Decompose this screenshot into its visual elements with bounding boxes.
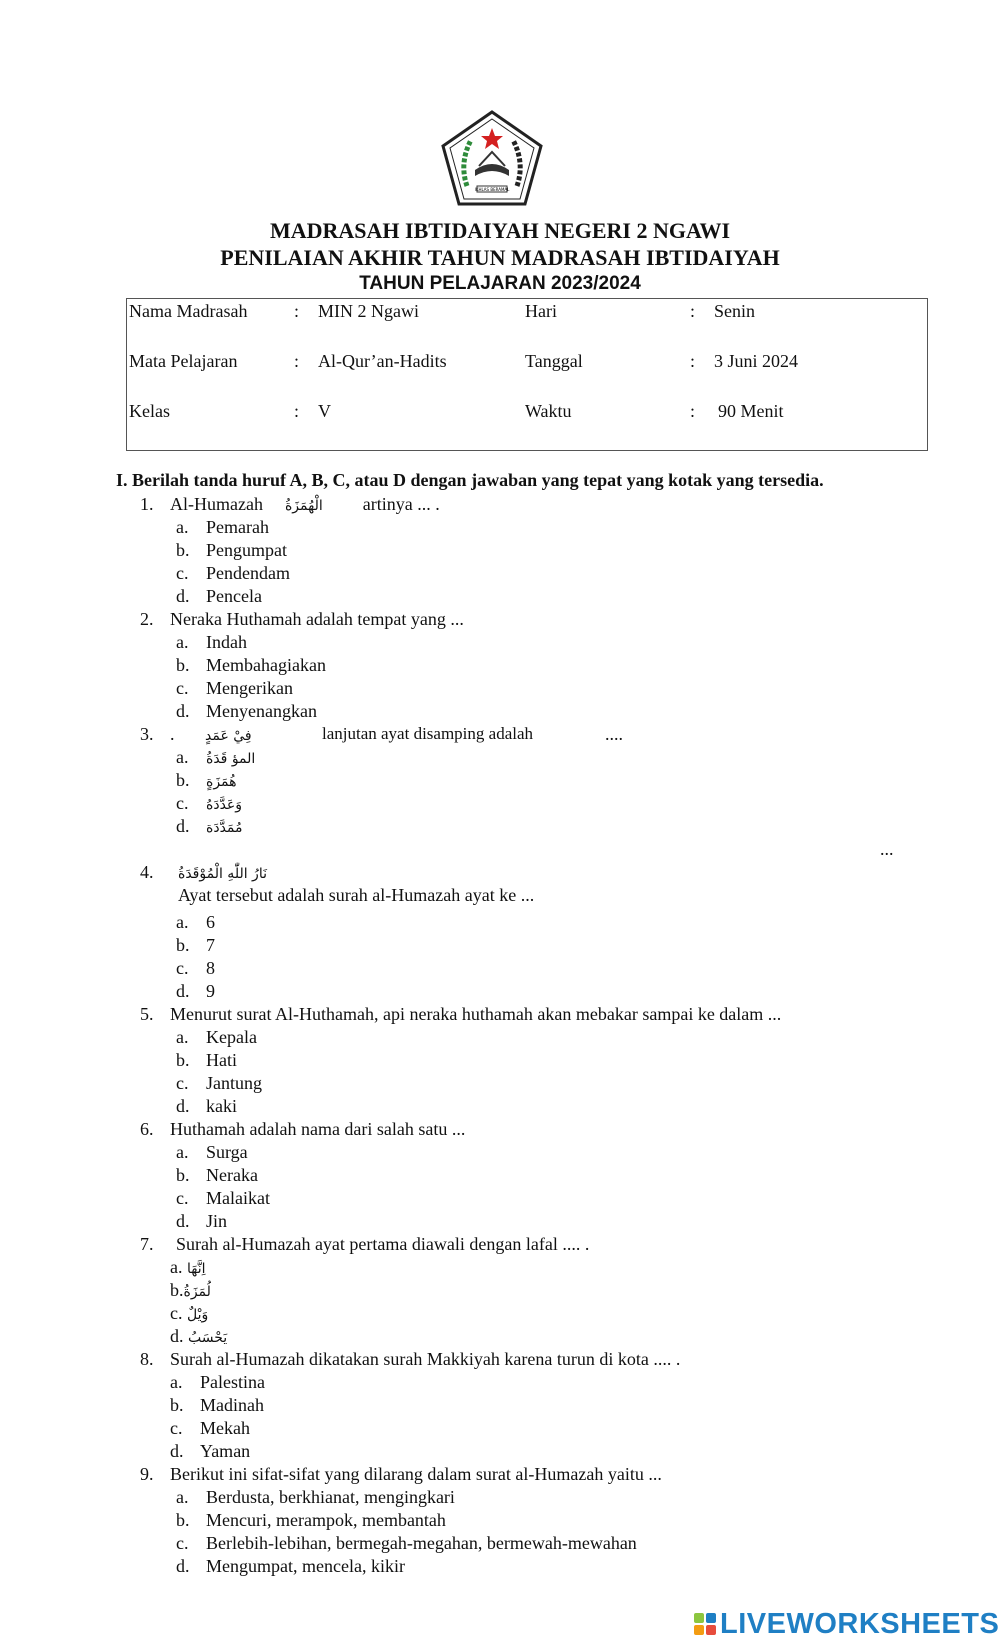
- arabic-text: نَارُ اللّٰهِ الْمُوْقَدَةُ: [178, 866, 267, 882]
- question-text: Al-Humazah: [170, 494, 263, 514]
- option-d[interactable]: d. Yaman: [170, 1441, 251, 1461]
- option-c[interactable]: c. Malaikat: [176, 1188, 270, 1208]
- option-c[interactable]: c. Mengerikan: [176, 678, 293, 698]
- question-text: Huthamah adalah nama dari salah satu ...: [170, 1119, 466, 1139]
- option-b[interactable]: b. Pengumpat: [176, 540, 287, 560]
- info-label-waktu: Waktu: [525, 401, 572, 421]
- option-d[interactable]: d. kaki: [176, 1096, 237, 1116]
- info-label-tanggal: Tanggal: [525, 351, 583, 371]
- question-4-trailing-dots: ...: [880, 839, 894, 859]
- logo-text: IKHLAS BERAMAL: [474, 187, 510, 192]
- question-text-after: artinya ... .: [362, 494, 440, 514]
- exam-title: PENILAIAN AKHIR TAHUN MADRASAH IBTIDAIYAH: [220, 245, 780, 270]
- question-number: 8.: [140, 1349, 154, 1369]
- option-a[interactable]: a. اِنَّهَا: [170, 1257, 206, 1277]
- question-5: [140, 1004, 781, 1025]
- option-d[interactable]: d. Menyenangkan: [176, 701, 317, 721]
- option-d[interactable]: d. Pencela: [176, 586, 262, 606]
- option-c[interactable]: c. Pendendam: [176, 563, 290, 583]
- kemenag-logo: [437, 108, 547, 208]
- question-text: Ayat tersebut adalah surah al-Humazah ayat ke ...: [178, 885, 535, 905]
- liveworksheets-logo: [694, 1608, 999, 1640]
- option-a[interactable]: a. Surga: [176, 1142, 248, 1162]
- info-colon: :: [294, 401, 300, 421]
- question-number: 7.: [140, 1234, 154, 1254]
- option-c[interactable]: c. Mekah: [170, 1418, 250, 1438]
- option-d[interactable]: d. يَحْسَبُ: [170, 1326, 228, 1346]
- question-7: [140, 1234, 589, 1255]
- question-number: 3.: [140, 724, 154, 744]
- info-label-mapel: Mata Pelajaran: [129, 351, 238, 371]
- instruction: I. Berilah tanda huruf A, B, C, atau D dengan jawaban yang tepat yang kotak yang tersedia.: [116, 470, 824, 490]
- option-c[interactable]: c. Berlebih-lebihan, bermegah-megahan, bermewah-mewahan: [176, 1533, 637, 1553]
- brand-name: LIVEWORKSHEETS: [720, 1607, 1000, 1640]
- option-b[interactable]: b.لُمَزَةُ: [170, 1280, 211, 1300]
- info-colon: :: [690, 351, 696, 371]
- question-3: [140, 724, 154, 745]
- option-b[interactable]: b. Madinah: [170, 1395, 264, 1415]
- option-b[interactable]: b. Mencuri, merampok, membantah: [176, 1510, 446, 1530]
- option-a[interactable]: a. Berdusta, berkhianat, mengingkari: [176, 1487, 455, 1507]
- option-a[interactable]: a. Pemarah: [176, 517, 269, 537]
- question-text: lanjutan ayat disamping adalah: [322, 724, 534, 743]
- option-c[interactable]: c. وَيْلٌ: [170, 1303, 209, 1323]
- question-3-dot: .: [170, 724, 175, 744]
- option-a[interactable]: a. Indah: [176, 632, 247, 652]
- question-number: 6.: [140, 1119, 154, 1139]
- academic-year: TAHUN PELAJARAN 2023/2024: [359, 273, 641, 294]
- question-number: 5.: [140, 1004, 154, 1024]
- info-label-hari: Hari: [525, 301, 557, 321]
- option-a[interactable]: a. المؤ قَدَةُ: [176, 747, 256, 767]
- option-d[interactable]: d. 9: [176, 981, 215, 1001]
- option-a[interactable]: a. Palestina: [170, 1372, 265, 1392]
- arabic-text: الْهُمَزَةُ: [284, 498, 323, 514]
- info-colon: :: [294, 301, 300, 321]
- info-label-nama: Nama Madrasah: [129, 301, 248, 321]
- info-value-hari: Senin: [714, 301, 756, 321]
- option-d[interactable]: d. مُمَدَّدَة: [176, 816, 243, 836]
- option-c[interactable]: c. وَعَدَّدَهُ: [176, 793, 243, 813]
- arabic-text: فِيْ عَمَدٍ: [205, 728, 252, 744]
- info-value-tanggal: 3 Juni 2024: [714, 351, 799, 371]
- question-number: 1.: [140, 494, 154, 514]
- info-value-kelas: V: [318, 401, 331, 421]
- option-b[interactable]: b. 7: [176, 935, 215, 955]
- question-4: [140, 862, 267, 883]
- option-c[interactable]: c. 8: [176, 958, 215, 978]
- option-b[interactable]: b. Membahagiakan: [176, 655, 326, 675]
- info-value-nama: MIN 2 Ngawi: [318, 301, 419, 321]
- liveworksheets-icon: [694, 1613, 716, 1635]
- option-b[interactable]: b. هُمَزَةٍ: [176, 770, 237, 790]
- question-dots: ....: [605, 724, 623, 744]
- info-colon: :: [690, 301, 696, 321]
- question-9: [140, 1464, 662, 1485]
- question-text: Neraka Huthamah adalah tempat yang ...: [170, 609, 464, 629]
- option-c[interactable]: c. Jantung: [176, 1073, 262, 1093]
- question-6: [140, 1119, 465, 1140]
- question-number: 4.: [140, 862, 154, 882]
- question-text: Surah al-Humazah ayat pertama diawali dengan lafal .... .: [176, 1234, 590, 1254]
- question-8: [140, 1349, 680, 1370]
- option-b[interactable]: b. Hati: [176, 1050, 237, 1070]
- option-b[interactable]: b. Neraka: [176, 1165, 258, 1185]
- question-number: 9.: [140, 1464, 154, 1484]
- info-value-waktu: 90 Menit: [718, 401, 784, 421]
- option-d[interactable]: d. Mengumpat, mencela, kikir: [176, 1556, 405, 1576]
- option-a[interactable]: a. Kepala: [176, 1027, 257, 1047]
- question-2: [140, 609, 464, 630]
- info-value-mapel: Al-Qur’an-Hadits: [318, 351, 447, 371]
- question-text: Berikut ini sifat-sifat yang dilarang dalam surat al-Humazah yaitu ...: [170, 1464, 662, 1484]
- option-d[interactable]: d. Jin: [176, 1211, 228, 1231]
- question-number: 2.: [140, 609, 154, 629]
- info-colon: :: [294, 351, 300, 371]
- option-a[interactable]: a. 6: [176, 912, 215, 932]
- info-colon: :: [690, 401, 696, 421]
- question-text: Surah al-Humazah dikatakan surah Makkiyah karena turun di kota .... .: [170, 1349, 681, 1369]
- school-name: MADRASAH IBTIDAIYAH NEGERI 2 NGAWI: [269, 218, 731, 243]
- question-text: Menurut surat Al-Huthamah, api neraka huthamah akan mebakar sampai ke dalam ...: [170, 1004, 782, 1024]
- question-1: [140, 494, 440, 515]
- info-label-kelas: Kelas: [129, 401, 170, 421]
